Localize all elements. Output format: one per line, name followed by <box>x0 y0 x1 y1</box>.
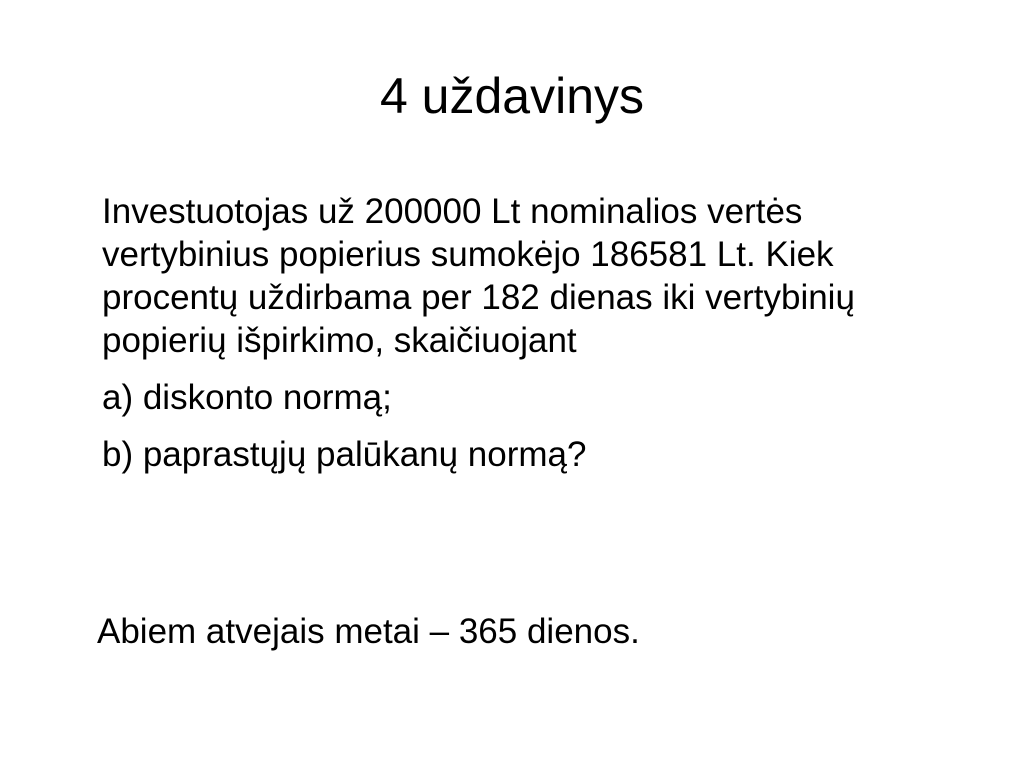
item-a: a) diskonto normą; <box>102 378 392 417</box>
slide-body <box>102 190 962 476</box>
item-b: b) paprastųjų palūkanų normą? <box>102 435 587 474</box>
problem-paragraph: Investuotojas už 200000 Lt nominalios vertės vertybinius popierius sumokėjo 186581 Lt. Kiek procentų uždirbama per 182 dienas iki vertybinių popierių išpirkimo, skaičiuojant <box>102 192 855 360</box>
slide-title: 4 uždavinys <box>379 68 645 124</box>
note-text: Abiem atvejais metai – 365 dienos. <box>97 612 640 651</box>
